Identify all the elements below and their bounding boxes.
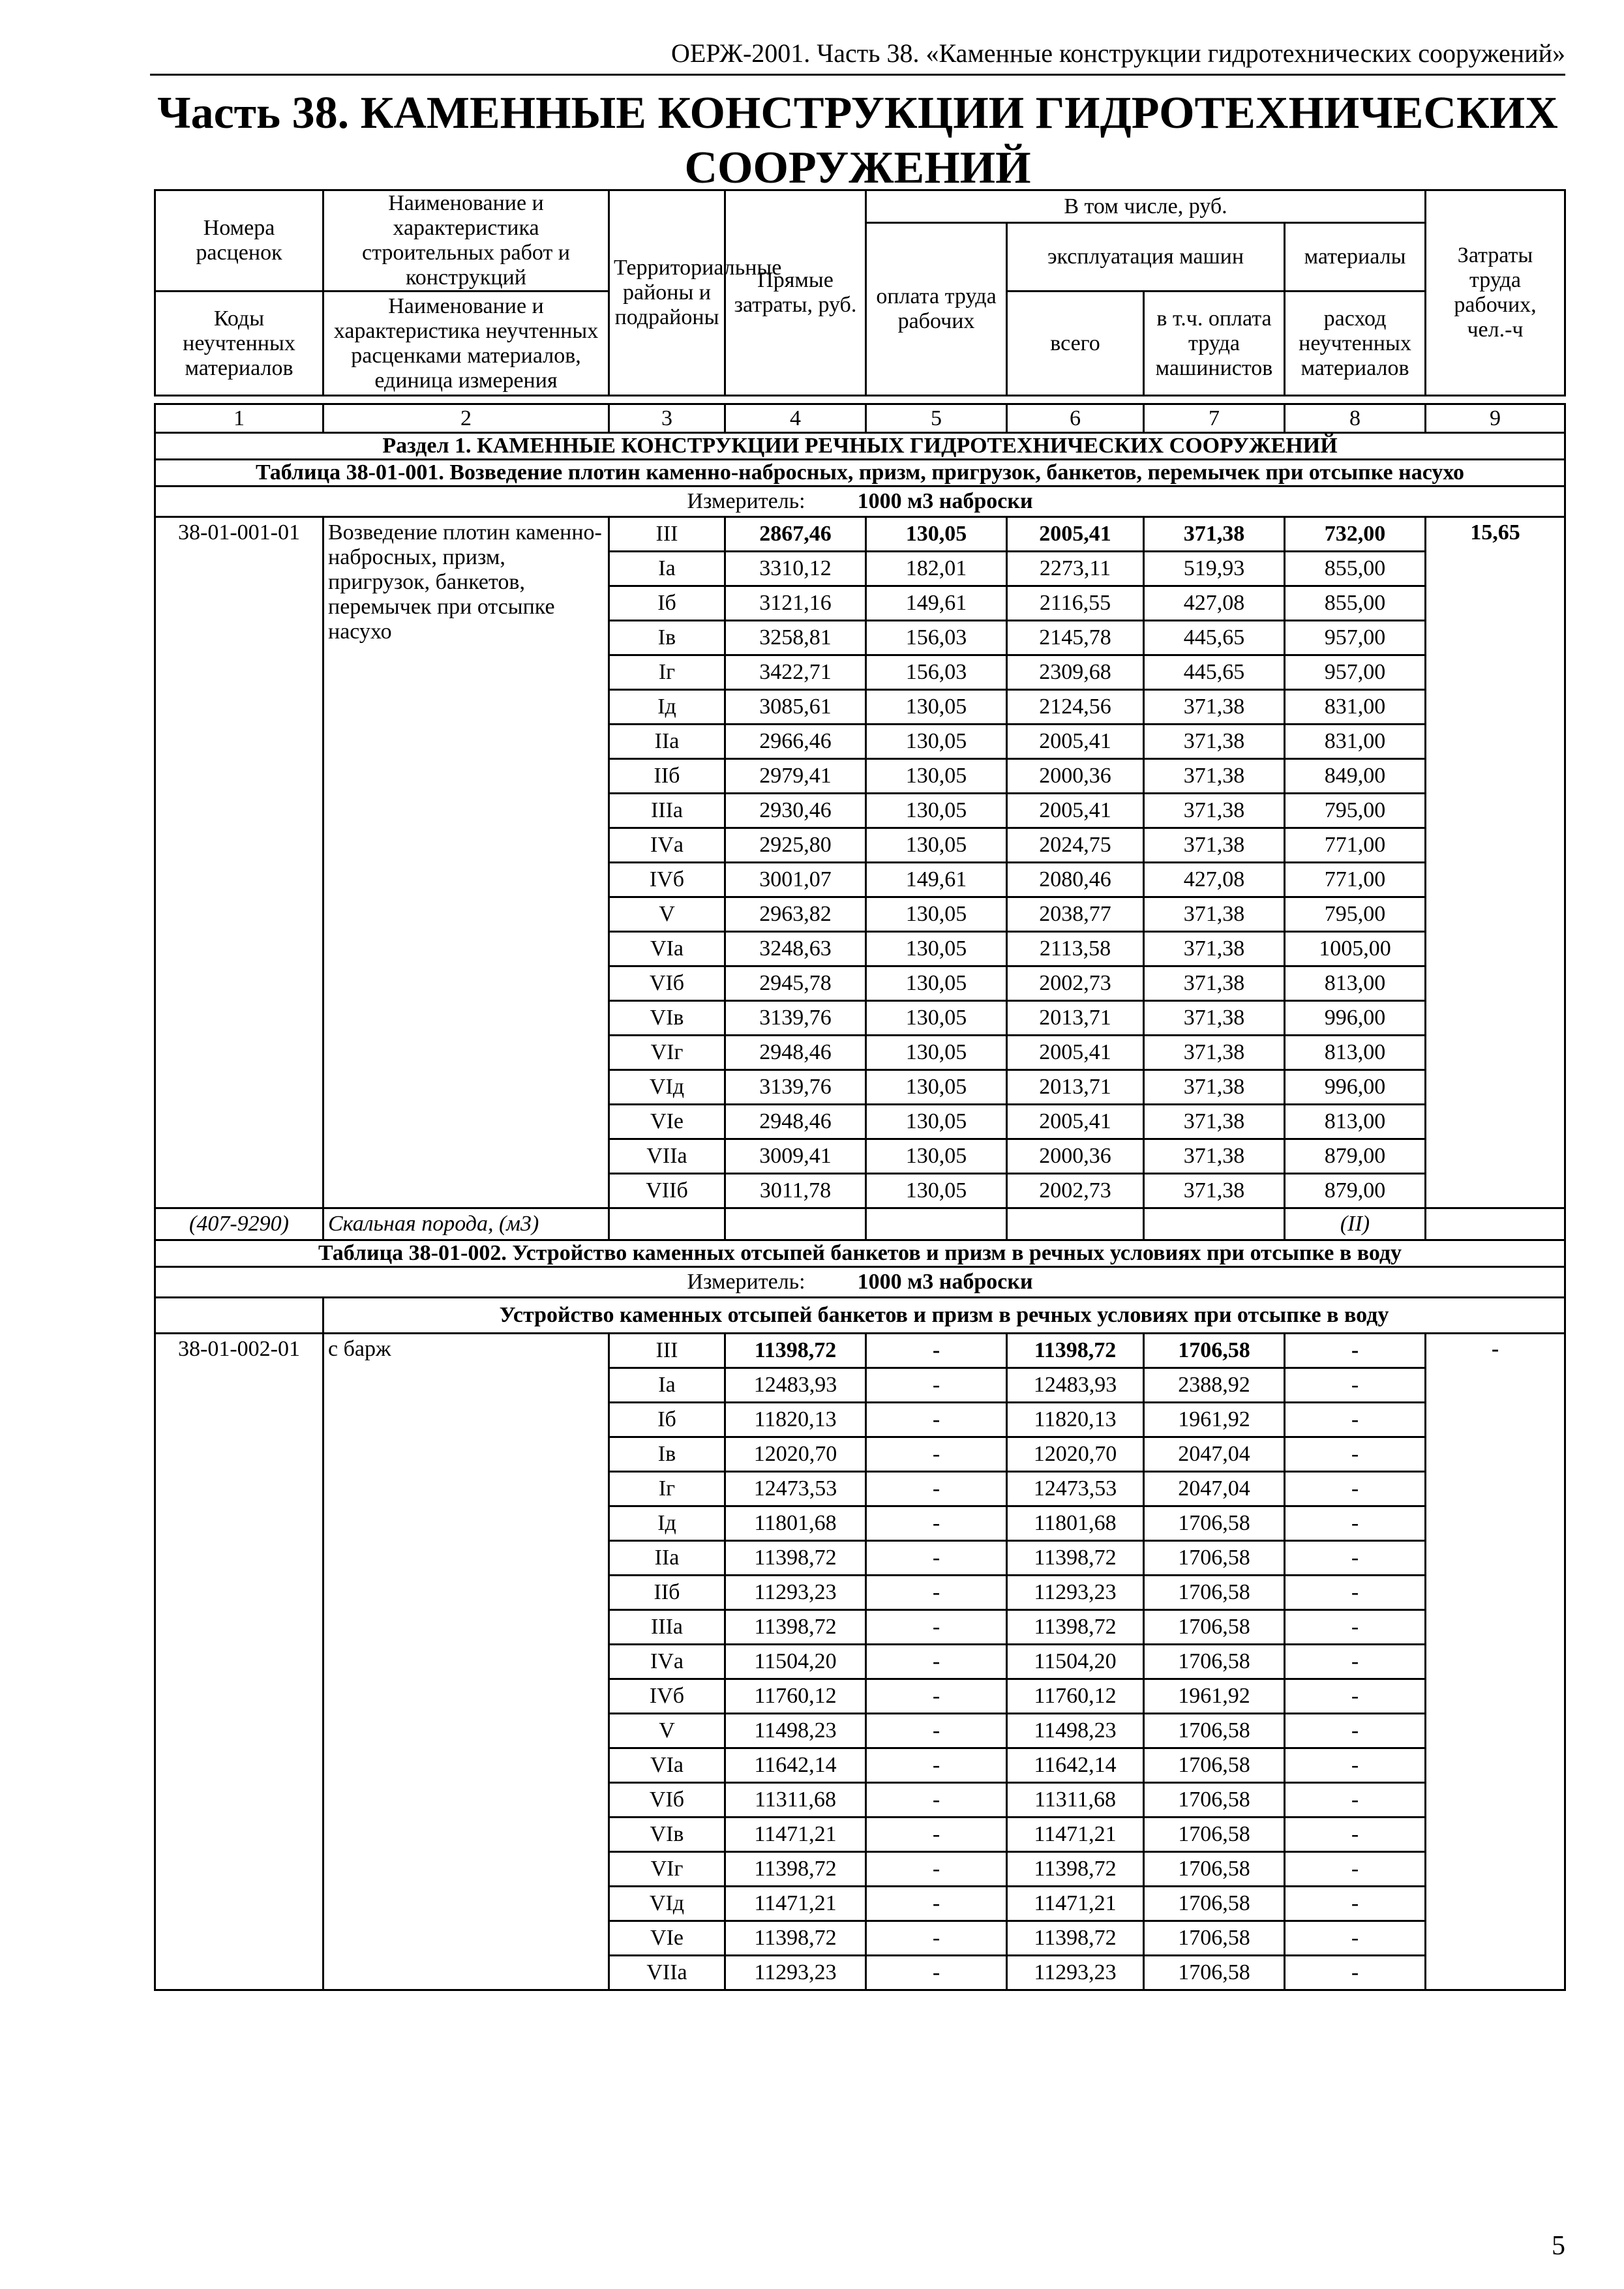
materials-cell: 957,00 [1285, 655, 1426, 690]
direct-cost-cell: 11801,68 [725, 1506, 866, 1541]
worker-pay-cell: - [866, 1403, 1007, 1437]
direct-cost-cell: 12473,53 [725, 1472, 866, 1506]
operator-pay-cell: 1706,58 [1144, 1852, 1285, 1887]
territory-cell: VIе [609, 1105, 725, 1139]
territory-cell: Iв [609, 621, 725, 655]
territory-cell: IIIа [609, 1610, 725, 1645]
materials-cell: 831,00 [1285, 690, 1426, 725]
worker-pay-cell: 156,03 [866, 621, 1007, 655]
materials-cell: - [1285, 1748, 1426, 1783]
materials-cell: - [1285, 1714, 1426, 1748]
materials-cell: - [1285, 1368, 1426, 1403]
unit-value: 1000 м3 наброски [857, 489, 1033, 513]
worker-pay-cell: 149,61 [866, 586, 1007, 621]
worker-pay-cell: - [866, 1887, 1007, 1921]
machine-total-cell: 11398,72 [1007, 1852, 1144, 1887]
machine-total-cell: 2005,41 [1007, 1105, 1144, 1139]
machine-total-cell: 11760,12 [1007, 1679, 1144, 1714]
empty-cell [155, 1298, 323, 1334]
column-number: 4 [725, 404, 866, 433]
col-4-header: Прямые затраты, руб. [725, 190, 866, 396]
operator-pay-cell: 371,38 [1144, 725, 1285, 759]
machines-header: эксплуатация машин [1007, 223, 1285, 292]
worker-pay-cell: 130,05 [866, 794, 1007, 828]
direct-cost-cell: 3009,41 [725, 1139, 866, 1174]
materials-cell: 996,00 [1285, 1001, 1426, 1036]
territory-cell: VIд [609, 1070, 725, 1105]
direct-cost-cell: 11398,72 [725, 1610, 866, 1645]
table-title: Таблица 38-01-001. Возведение плотин каменно-набросных, призм, пригрузок, банкетов, перемычек при отсыпке насухо [155, 460, 1565, 486]
materials-cell: 1005,00 [1285, 932, 1426, 966]
machine-total-cell: 2000,36 [1007, 1139, 1144, 1174]
materials-cell: - [1285, 1956, 1426, 1990]
page-number: 5 [1552, 2231, 1565, 2261]
labor-cost: - [1426, 1334, 1565, 1990]
worker-pay-cell: - [866, 1956, 1007, 1990]
operator-pay-cell: 371,38 [1144, 897, 1285, 932]
direct-cost-cell: 11760,12 [725, 1679, 866, 1714]
running-header: ОЕРЖ-2001. Часть 38. «Каменные конструкции гидротехнических сооружений» [150, 38, 1565, 76]
unit-line [155, 486, 1565, 517]
territory-cell: Iг [609, 1472, 725, 1506]
materials-cell: 831,00 [1285, 725, 1426, 759]
materials-cell: - [1285, 1852, 1426, 1887]
direct-cost-cell: 3085,61 [725, 690, 866, 725]
materials-header: материалы [1285, 223, 1426, 292]
work-description: с барж [323, 1334, 609, 1990]
machine-total-cell: 2000,36 [1007, 759, 1144, 794]
machine-total-cell: 11398,72 [1007, 1541, 1144, 1576]
unit-label: Измеритель: [687, 489, 805, 513]
machine-total-cell: 11642,14 [1007, 1748, 1144, 1783]
direct-cost-cell: 3011,78 [725, 1174, 866, 1208]
col-8-header: расход неучтенных материалов [1285, 292, 1426, 396]
col-5-header: оплата труда рабочих [866, 223, 1007, 396]
worker-pay-cell: - [866, 1368, 1007, 1403]
empty-cell [609, 1208, 725, 1240]
territory-cell: Iв [609, 1437, 725, 1472]
table-title: Таблица 38-01-002. Устройство каменных отсыпей банкетов и призм в речных условиях при отсыпке в воду [155, 1240, 1565, 1267]
operator-pay-cell: 519,93 [1144, 552, 1285, 586]
included-header: В том числе, руб. [866, 190, 1426, 223]
materials-cell: - [1285, 1472, 1426, 1506]
direct-cost-cell: 3258,81 [725, 621, 866, 655]
work-description: Возведение плотин каменно-набросных, призм, пригрузок, банкетов, перемычек при отсыпке насухо [323, 517, 609, 1208]
territory-cell: III [609, 517, 725, 552]
machine-total-cell: 12483,93 [1007, 1368, 1144, 1403]
machine-total-cell: 12020,70 [1007, 1437, 1144, 1472]
col-1-header-bottom: Коды неучтенных материалов [155, 292, 323, 396]
table-row [155, 1334, 1565, 1368]
worker-pay-cell: 130,05 [866, 897, 1007, 932]
worker-pay-cell: 156,03 [866, 655, 1007, 690]
operator-pay-cell: 371,38 [1144, 759, 1285, 794]
empty-cell [1007, 1208, 1144, 1240]
territory-cell: VIIа [609, 1956, 725, 1990]
direct-cost-cell: 2948,46 [725, 1036, 866, 1070]
material-row [155, 1208, 1565, 1240]
territory-cell: VIIб [609, 1174, 725, 1208]
territory-cell: IIIа [609, 794, 725, 828]
materials-cell: 879,00 [1285, 1139, 1426, 1174]
territory-cell: Iа [609, 1368, 725, 1403]
territory-cell: V [609, 897, 725, 932]
worker-pay-cell: - [866, 1541, 1007, 1576]
operator-pay-cell: 371,38 [1144, 1139, 1285, 1174]
worker-pay-cell: 130,05 [866, 932, 1007, 966]
operator-pay-cell: 1706,58 [1144, 1748, 1285, 1783]
worker-pay-cell: - [866, 1748, 1007, 1783]
direct-cost-cell: 2930,46 [725, 794, 866, 828]
col-9-header: Затраты труда рабочих, чел.-ч [1426, 190, 1565, 396]
worker-pay-cell: 130,05 [866, 1070, 1007, 1105]
worker-pay-cell: - [866, 1506, 1007, 1541]
worker-pay-cell: 130,05 [866, 517, 1007, 552]
section-title: Раздел 1. КАМЕННЫЕ КОНСТРУКЦИИ РЕЧНЫХ ГИДРОТЕХНИЧЕСКИХ СООРУЖЕНИЙ [155, 433, 1565, 460]
operator-pay-cell: 1706,58 [1144, 1576, 1285, 1610]
operator-pay-cell: 371,38 [1144, 794, 1285, 828]
operator-pay-cell: 1706,58 [1144, 1783, 1285, 1818]
machine-total-cell: 11398,72 [1007, 1610, 1144, 1645]
operator-pay-cell: 2047,04 [1144, 1437, 1285, 1472]
unit-value: 1000 м3 наброски [857, 1270, 1033, 1294]
machine-total-cell: 11471,21 [1007, 1818, 1144, 1852]
machine-total-cell: 11398,72 [1007, 1334, 1144, 1368]
worker-pay-cell: - [866, 1679, 1007, 1714]
part-title: Часть 38. КАМЕННЫЕ КОНСТРУКЦИИ ГИДРОТЕХНИЧЕСКИХ СООРУЖЕНИЙ [157, 88, 1558, 193]
operator-pay-cell: 371,38 [1144, 690, 1285, 725]
machine-total-cell: 11398,72 [1007, 1921, 1144, 1956]
territory-cell: IIа [609, 725, 725, 759]
worker-pay-cell: 182,01 [866, 552, 1007, 586]
worker-pay-cell: 130,05 [866, 1001, 1007, 1036]
territory-cell: VIв [609, 1001, 725, 1036]
machine-total-cell: 2116,55 [1007, 586, 1144, 621]
direct-cost-cell: 11642,14 [725, 1748, 866, 1783]
machine-total-cell: 11311,68 [1007, 1783, 1144, 1818]
machine-total-cell: 2005,41 [1007, 517, 1144, 552]
operator-pay-cell: 371,38 [1144, 1174, 1285, 1208]
worker-pay-cell: - [866, 1437, 1007, 1472]
territory-cell: VIIа [609, 1139, 725, 1174]
worker-pay-cell: 130,05 [866, 966, 1007, 1001]
machine-total-cell: 2113,58 [1007, 932, 1144, 966]
col-7-header: в т.ч. оплата труда машинистов [1144, 292, 1285, 396]
worker-pay-cell: 130,05 [866, 759, 1007, 794]
materials-cell: - [1285, 1506, 1426, 1541]
direct-cost-cell: 3139,76 [725, 1070, 866, 1105]
worker-pay-cell: 130,05 [866, 1105, 1007, 1139]
column-number: 5 [866, 404, 1007, 433]
materials-cell: - [1285, 1921, 1426, 1956]
materials-cell: 855,00 [1285, 552, 1426, 586]
worker-pay-cell: - [866, 1610, 1007, 1645]
materials-cell: 732,00 [1285, 517, 1426, 552]
direct-cost-cell: 11498,23 [725, 1714, 866, 1748]
col-6-header: всего [1007, 292, 1144, 396]
material-qty: (II) [1285, 1208, 1426, 1240]
machine-total-cell: 12473,53 [1007, 1472, 1144, 1506]
machine-total-cell: 11820,13 [1007, 1403, 1144, 1437]
materials-cell: 813,00 [1285, 966, 1426, 1001]
direct-cost-cell: 11293,23 [725, 1576, 866, 1610]
machine-total-cell: 2013,71 [1007, 1001, 1144, 1036]
direct-cost-cell: 2867,46 [725, 517, 866, 552]
operator-pay-cell: 1706,58 [1144, 1645, 1285, 1679]
empty-cell [1426, 1208, 1565, 1240]
machine-total-cell: 2124,56 [1007, 690, 1144, 725]
worker-pay-cell: 149,61 [866, 863, 1007, 897]
direct-cost-cell: 12483,93 [725, 1368, 866, 1403]
territory-cell: IVб [609, 863, 725, 897]
column-number: 7 [1144, 404, 1285, 433]
direct-cost-cell: 3248,63 [725, 932, 866, 966]
machine-total-cell: 11293,23 [1007, 1576, 1144, 1610]
machine-total-cell: 11498,23 [1007, 1714, 1144, 1748]
materials-cell: 879,00 [1285, 1174, 1426, 1208]
rate-code: 38-01-002-01 [155, 1334, 323, 1990]
operator-pay-cell: 427,08 [1144, 863, 1285, 897]
worker-pay-cell: - [866, 1783, 1007, 1818]
machine-total-cell: 2002,73 [1007, 1174, 1144, 1208]
material-code: (407-9290) [155, 1208, 323, 1240]
worker-pay-cell: 130,05 [866, 725, 1007, 759]
territory-cell: IIа [609, 1541, 725, 1576]
worker-pay-cell: - [866, 1472, 1007, 1506]
direct-cost-cell: 2966,46 [725, 725, 866, 759]
operator-pay-cell: 445,65 [1144, 621, 1285, 655]
operator-pay-cell: 1706,58 [1144, 1818, 1285, 1852]
col-2-header-top: Наименование и характеристика строительных работ и конструкций [323, 190, 609, 292]
direct-cost-cell: 3422,71 [725, 655, 866, 690]
unit-label: Измеритель: [687, 1270, 805, 1294]
labor-cost: 15,65 [1426, 517, 1565, 1208]
operator-pay-cell: 1706,58 [1144, 1506, 1285, 1541]
territory-cell: VIа [609, 932, 725, 966]
empty-cell [866, 1208, 1007, 1240]
column-number: 8 [1285, 404, 1426, 433]
materials-cell: 849,00 [1285, 759, 1426, 794]
materials-cell: - [1285, 1541, 1426, 1576]
operator-pay-cell: 1961,92 [1144, 1679, 1285, 1714]
direct-cost-cell: 12020,70 [725, 1437, 866, 1472]
col-2-header-bottom: Наименование и характеристика неучтенных расценками материалов, единица измерения [323, 292, 609, 396]
direct-cost-cell: 3310,12 [725, 552, 866, 586]
worker-pay-cell: 130,05 [866, 1174, 1007, 1208]
territory-cell: Iб [609, 586, 725, 621]
operator-pay-cell: 1706,58 [1144, 1610, 1285, 1645]
materials-cell: 795,00 [1285, 897, 1426, 932]
materials-cell: - [1285, 1576, 1426, 1610]
worker-pay-cell: 130,05 [866, 690, 1007, 725]
territory-cell: III [609, 1334, 725, 1368]
machine-total-cell: 11293,23 [1007, 1956, 1144, 1990]
machine-total-cell: 2005,41 [1007, 725, 1144, 759]
column-number: 9 [1426, 404, 1565, 433]
direct-cost-cell: 2948,46 [725, 1105, 866, 1139]
operator-pay-cell: 445,65 [1144, 655, 1285, 690]
materials-cell: 996,00 [1285, 1070, 1426, 1105]
worker-pay-cell: - [866, 1818, 1007, 1852]
materials-cell: - [1285, 1818, 1426, 1852]
territory-cell: VIд [609, 1887, 725, 1921]
materials-cell: - [1285, 1437, 1426, 1472]
operator-pay-cell: 2047,04 [1144, 1472, 1285, 1506]
empty-cell [1144, 1208, 1285, 1240]
worker-pay-cell: - [866, 1645, 1007, 1679]
territory-cell: V [609, 1714, 725, 1748]
column-number: 6 [1007, 404, 1144, 433]
machine-total-cell: 2024,75 [1007, 828, 1144, 863]
operator-pay-cell: 2388,92 [1144, 1368, 1285, 1403]
machine-total-cell: 2013,71 [1007, 1070, 1144, 1105]
empty-cell [725, 1208, 866, 1240]
machine-total-cell: 11504,20 [1007, 1645, 1144, 1679]
direct-cost-cell: 3139,76 [725, 1001, 866, 1036]
materials-cell: 957,00 [1285, 621, 1426, 655]
machine-total-cell: 2038,77 [1007, 897, 1144, 932]
operator-pay-cell: 371,38 [1144, 966, 1285, 1001]
direct-cost-cell: 11311,68 [725, 1783, 866, 1818]
estimate-table [154, 189, 1566, 1991]
operator-pay-cell: 371,38 [1144, 1070, 1285, 1105]
direct-cost-cell: 11471,21 [725, 1887, 866, 1921]
territory-cell: VIг [609, 1036, 725, 1070]
worker-pay-cell: 130,05 [866, 828, 1007, 863]
machine-total-cell: 2002,73 [1007, 966, 1144, 1001]
materials-cell: 771,00 [1285, 863, 1426, 897]
operator-pay-cell: 1706,58 [1144, 1956, 1285, 1990]
materials-cell: - [1285, 1783, 1426, 1818]
direct-cost-cell: 11398,72 [725, 1541, 866, 1576]
materials-cell: - [1285, 1334, 1426, 1368]
worker-pay-cell: - [866, 1334, 1007, 1368]
territory-cell: IVб [609, 1679, 725, 1714]
operator-pay-cell: 371,38 [1144, 1036, 1285, 1070]
direct-cost-cell: 11293,23 [725, 1956, 866, 1990]
direct-cost-cell: 11398,72 [725, 1852, 866, 1887]
direct-cost-cell: 11471,21 [725, 1818, 866, 1852]
materials-cell: 813,00 [1285, 1105, 1426, 1139]
worker-pay-cell: - [866, 1576, 1007, 1610]
operator-pay-cell: 371,38 [1144, 1105, 1285, 1139]
territory-cell: IIб [609, 759, 725, 794]
territory-cell: Iд [609, 690, 725, 725]
column-number: 1 [155, 404, 323, 433]
operator-pay-cell: 1706,58 [1144, 1887, 1285, 1921]
territory-cell: IIб [609, 1576, 725, 1610]
direct-cost-cell: 11398,72 [725, 1334, 866, 1368]
machine-total-cell: 11801,68 [1007, 1506, 1144, 1541]
territory-cell: Iа [609, 552, 725, 586]
material-name: Скальная порода, (м3) [323, 1208, 609, 1240]
materials-cell: 795,00 [1285, 794, 1426, 828]
unit-line [155, 1267, 1565, 1298]
direct-cost-cell: 11398,72 [725, 1921, 866, 1956]
operator-pay-cell: 1706,58 [1144, 1541, 1285, 1576]
table-row [155, 517, 1565, 552]
materials-cell: - [1285, 1645, 1426, 1679]
operator-pay-cell: 1706,58 [1144, 1921, 1285, 1956]
materials-cell: 771,00 [1285, 828, 1426, 863]
territory-cell: Iб [609, 1403, 725, 1437]
machine-total-cell: 2309,68 [1007, 655, 1144, 690]
operator-pay-cell: 371,38 [1144, 932, 1285, 966]
operator-pay-cell: 1961,92 [1144, 1403, 1285, 1437]
operator-pay-cell: 371,38 [1144, 828, 1285, 863]
direct-cost-cell: 11504,20 [725, 1645, 866, 1679]
column-number: 3 [609, 404, 725, 433]
operator-pay-cell: 1706,58 [1144, 1334, 1285, 1368]
materials-cell: 813,00 [1285, 1036, 1426, 1070]
materials-cell: 855,00 [1285, 586, 1426, 621]
direct-cost-cell: 2925,80 [725, 828, 866, 863]
rate-code: 38-01-001-01 [155, 517, 323, 1208]
territory-cell: VIе [609, 1921, 725, 1956]
col-3-header: Территориальные районы и подрайоны [609, 190, 725, 396]
operator-pay-cell: 371,38 [1144, 517, 1285, 552]
territory-cell: VIа [609, 1748, 725, 1783]
machine-total-cell: 2273,11 [1007, 552, 1144, 586]
col-1-header-top: Номера расценок [155, 190, 323, 292]
territory-cell: VIб [609, 966, 725, 1001]
direct-cost-cell: 3001,07 [725, 863, 866, 897]
materials-cell: - [1285, 1679, 1426, 1714]
materials-cell: - [1285, 1403, 1426, 1437]
direct-cost-cell: 2963,82 [725, 897, 866, 932]
territory-cell: VIг [609, 1852, 725, 1887]
machine-total-cell: 2005,41 [1007, 1036, 1144, 1070]
worker-pay-cell: 130,05 [866, 1139, 1007, 1174]
territory-cell: Iг [609, 655, 725, 690]
direct-cost-cell: 11820,13 [725, 1403, 866, 1437]
direct-cost-cell: 2979,41 [725, 759, 866, 794]
machine-total-cell: 2145,78 [1007, 621, 1144, 655]
territory-cell: Iд [609, 1506, 725, 1541]
operator-pay-cell: 427,08 [1144, 586, 1285, 621]
worker-pay-cell: - [866, 1714, 1007, 1748]
territory-cell: IVа [609, 1645, 725, 1679]
direct-cost-cell: 3121,16 [725, 586, 866, 621]
operator-pay-cell: 371,38 [1144, 1001, 1285, 1036]
subheader: Устройство каменных отсыпей банкетов и призм в речных условиях при отсыпке в воду [323, 1298, 1565, 1334]
worker-pay-cell: 130,05 [866, 1036, 1007, 1070]
direct-cost-cell: 2945,78 [725, 966, 866, 1001]
territory-cell: IVа [609, 828, 725, 863]
column-number: 2 [323, 404, 609, 433]
machine-total-cell: 2005,41 [1007, 794, 1144, 828]
territory-cell: VIб [609, 1783, 725, 1818]
worker-pay-cell: - [866, 1921, 1007, 1956]
operator-pay-cell: 1706,58 [1144, 1714, 1285, 1748]
territory-cell: VIв [609, 1818, 725, 1852]
machine-total-cell: 11471,21 [1007, 1887, 1144, 1921]
materials-cell: - [1285, 1887, 1426, 1921]
worker-pay-cell: - [866, 1852, 1007, 1887]
machine-total-cell: 2080,46 [1007, 863, 1144, 897]
materials-cell: - [1285, 1610, 1426, 1645]
